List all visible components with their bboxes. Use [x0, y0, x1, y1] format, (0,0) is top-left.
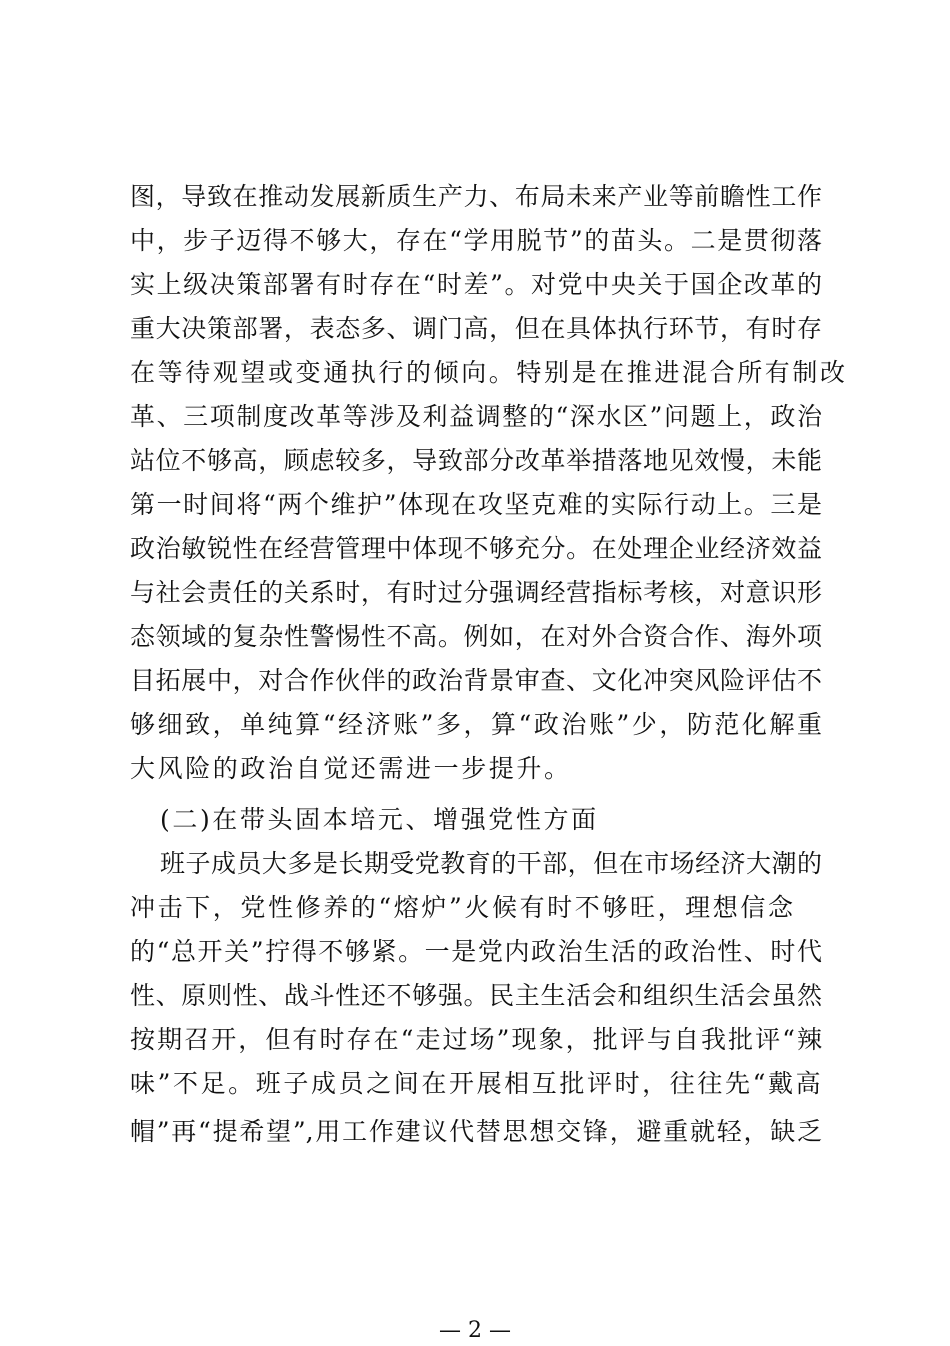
text-line: 在等待观望或变通执行的倾向。特别是在推进混合所有制改	[130, 358, 848, 387]
text-line: 够细致，单纯算“经济账”多，算“政治账”少，防范化解重	[130, 710, 822, 739]
text-line: 态领域的复杂性警惕性不高。例如，在对外合资合作、海外项	[130, 622, 822, 651]
text-line: 站位不够高，顾虑较多，导致部分改革举措落地见效慢，未能	[130, 446, 822, 475]
text-line: 图，导致在推动发展新质生产力、布局未来产业等前瞻性工作	[130, 182, 822, 211]
text-line: 按期召开，但有时存在“走过场”现象，批评与自我批评“辣	[130, 1025, 822, 1054]
text-line: 的“总开关”拧得不够紧。一是党内政治生活的政治性、时代	[130, 937, 822, 966]
text-line: 政治敏锐性在经营管理中体现不够充分。在处理企业经济效益	[130, 534, 822, 563]
text-line: 革、三项制度改革等涉及利益调整的“深水区”问题上，政治	[130, 402, 822, 431]
text-line: 与社会责任的关系时，有时过分强调经营指标考核，对意识形	[130, 578, 822, 607]
text-line: 第一时间将“两个维护”体现在攻坚克难的实际行动上。三是	[130, 490, 822, 519]
text-line: 重大决策部署，表态多、调门高，但在具体执行环节，有时存	[130, 314, 822, 343]
text-line: 班子成员大多是长期受党教育的干部，但在市场经济大潮的	[160, 849, 822, 878]
text-line: 中，步子迈得不够大，存在“学用脱节”的苗头。二是贯彻落	[130, 226, 822, 255]
text-line: 性、原则性、战斗性还不够强。民主生活会和组织生活会虽然	[130, 981, 822, 1010]
page-number: — 2 —	[439, 1318, 511, 1343]
text-line: 帽”再“提希望”,用工作建议代替思想交锋，避重就轻，缺乏	[130, 1117, 822, 1146]
text-line: 实上级决策部署有时存在“时差”。对党中央关于国企改革的	[130, 270, 822, 299]
text-line: 大风险的政治自觉还需进一步提升。	[130, 754, 572, 783]
text-line: 目拓展中，对合作伙伴的政治背景审查、文化冲突风险评估不	[130, 666, 822, 695]
section-heading: (二)在带头固本培元、增强党性方面	[160, 805, 599, 834]
text-line: 味”不足。班子成员之间在开展相互批评时，往往先“戴高	[130, 1069, 824, 1098]
text-line: 冲击下，党性修养的“熔炉”火候有时不够旺，理想信念	[130, 893, 796, 922]
